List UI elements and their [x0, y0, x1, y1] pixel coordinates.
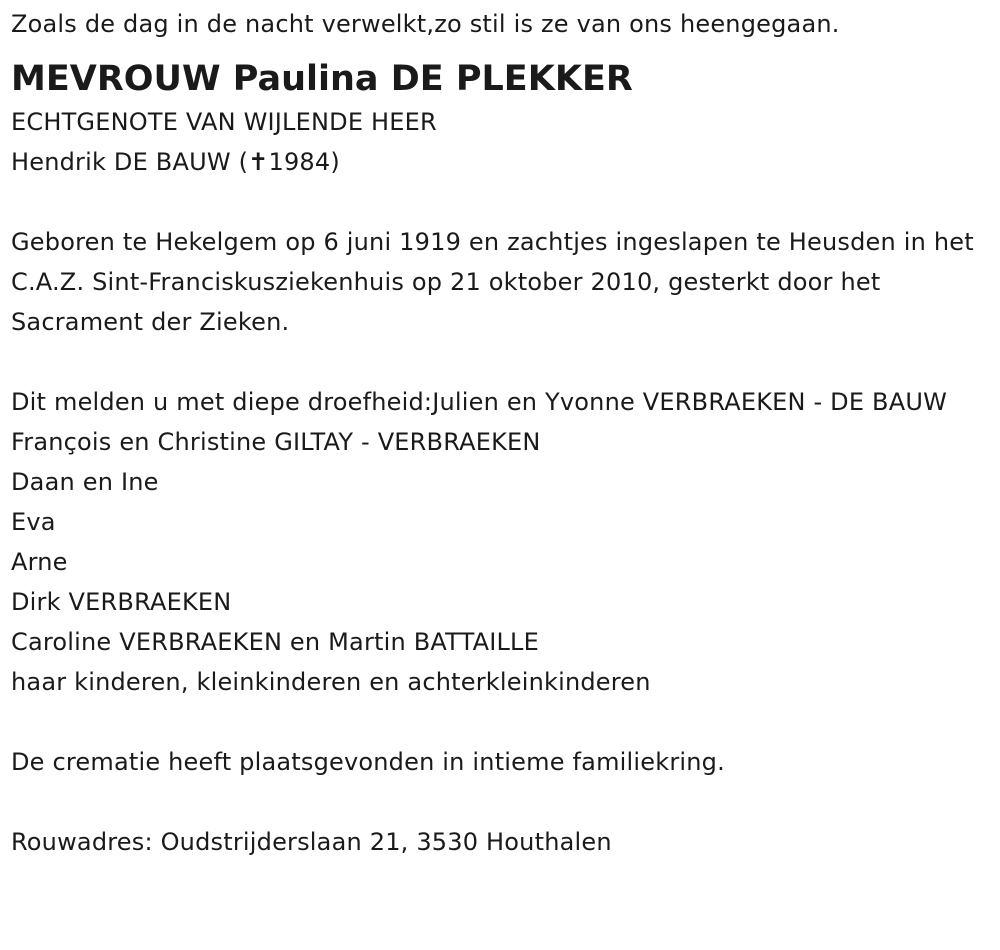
deceased-name: MEVROUW Paulina DE PLEKKER [11, 59, 633, 99]
family-member: Daan en Ine [11, 468, 159, 496]
spacer [11, 702, 991, 742]
address-line: Rouwadres: Oudstrijderslaan 21, 3530 Houthalen [11, 828, 612, 856]
birth-death-paragraph: Geboren te Hekelgem op 6 juni 1919 en zachtjes ingeslapen te Heusden in het C.A.Z. Sint-Franciskusziekenhuis op 21 oktober 2010, gesterkt door het Sacrament der Zieken. [11, 228, 974, 336]
family-member: Caroline VERBRAEKEN en Martin BATTAILLE [11, 628, 539, 656]
opening-verse: Zoals de dag in de nacht verwelkt,zo stil is ze van ons heengegaan. [11, 10, 840, 38]
death-notice [11, 4, 991, 862]
spacer [11, 782, 991, 822]
spacer [11, 182, 991, 222]
announcement-paragraph: Dit melden u met diepe droefheid:Julien en Yvonne VERBRAEKEN - DE BAUW [11, 388, 948, 416]
spouse-line-1: ECHTGENOTE VAN WIJLENDE HEER [11, 108, 437, 136]
family-member: Eva [11, 508, 56, 536]
spacer [11, 342, 991, 382]
spouse-line-2: Hendrik DE BAUW (✝1984) [11, 148, 340, 176]
family-member: François en Christine GILTAY - VERBRAEKEN [11, 428, 541, 456]
family-member: Dirk VERBRAEKEN [11, 588, 232, 616]
family-member: Arne [11, 548, 68, 576]
cremation-line: De crematie heeft plaatsgevonden in intieme familiekring. [11, 748, 725, 776]
family-summary: haar kinderen, kleinkinderen en achterkleinkinderen [11, 668, 651, 696]
